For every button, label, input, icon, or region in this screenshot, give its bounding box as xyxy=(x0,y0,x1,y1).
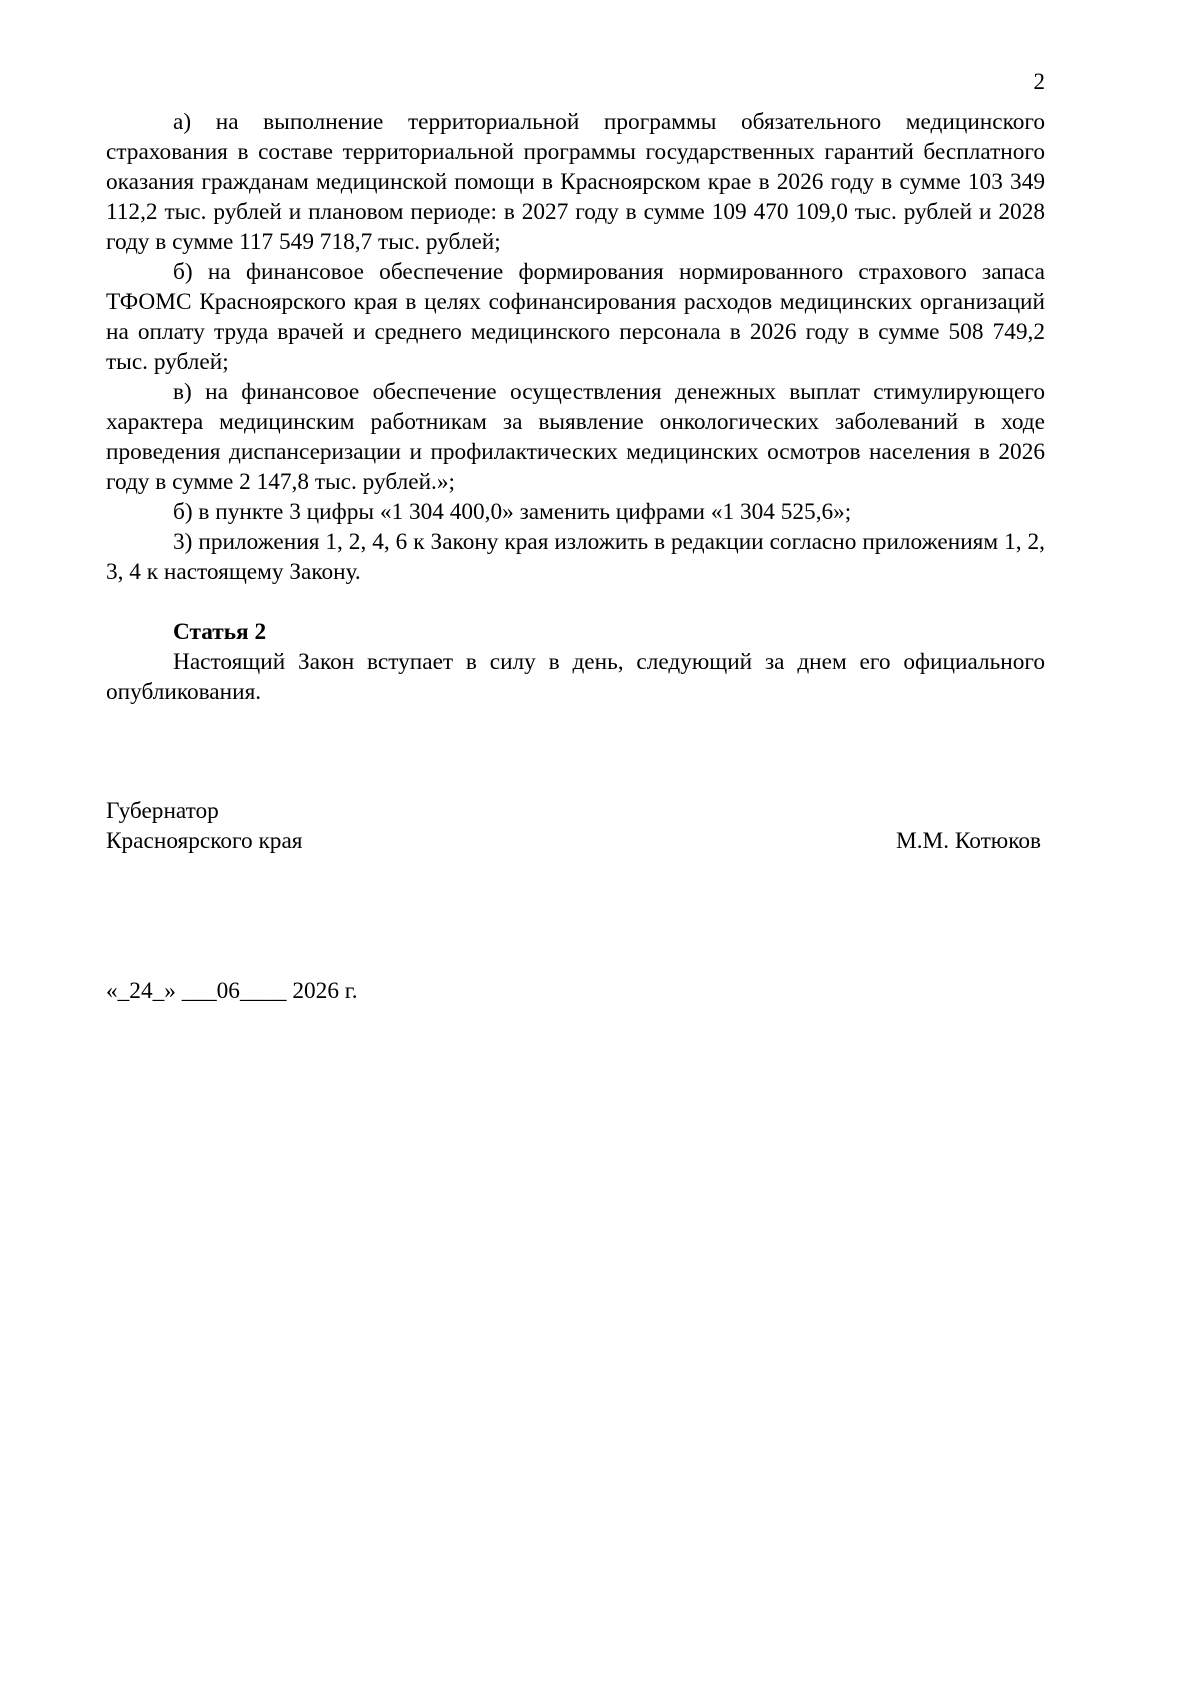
signatory-name: М.М. Котюков xyxy=(896,828,1041,854)
signature-row xyxy=(106,826,1041,856)
paragraph-v: в) на финансовое обеспечение осуществления денежных выплат стимулирующего характера медицинским работникам за выявление онкологических заболеваний в ходе проведения диспансеризации и профилактических медицинских осмотров населения в 2026 году в сумме 2 147,8 тыс. рублей.»; xyxy=(106,379,1045,495)
paragraph-item-b: б) в пункте 3 цифры «1 304 400,0» заменить цифрами «1 304 525,6»; xyxy=(173,499,852,525)
signature-block xyxy=(106,796,1041,856)
document-body xyxy=(106,107,1045,707)
signing-date: «_24_» ___06____ 2026 г. xyxy=(106,978,358,1004)
paragraph-a: а) на выполнение территориальной программы обязательного медицинского страхования в составе территориальной программы государственных гарантий бесплатного оказания гражданам медицинской помощи в Красноярском крае в 2026 году в сумме 103 349 112,2 тыс. рублей и плановом периоде: в 2027 году в сумме 109 470 109,0 тыс. рублей и 2028 году в сумме 117 549 718,7 тыс. рублей; xyxy=(106,109,1045,255)
signature-position-line1: Губернатор xyxy=(106,798,219,824)
article-text: Настоящий Закон вступает в силу в день, следующий за днем его официального опубликования. xyxy=(106,649,1045,705)
article-title: Статья 2 xyxy=(173,619,267,645)
signature-position-line2: Красноярского края xyxy=(106,828,303,854)
page-number: 2 xyxy=(1033,69,1045,94)
paragraph-b: б) на финансовое обеспечение формирования нормированного страхового запаса ТФОМС Красноярского края в целях софинансирования расходов медицинских организаций на оплату труда врачей и среднего медицинского персонала в 2026 году в сумме 508 749,2 тыс. рублей; xyxy=(106,259,1045,375)
paragraph-item-3: 3) приложения 1, 2, 4, 6 к Закону края изложить в редакции согласно приложениям 1, 2, 3, 4 к настоящему Закону. xyxy=(106,529,1045,585)
